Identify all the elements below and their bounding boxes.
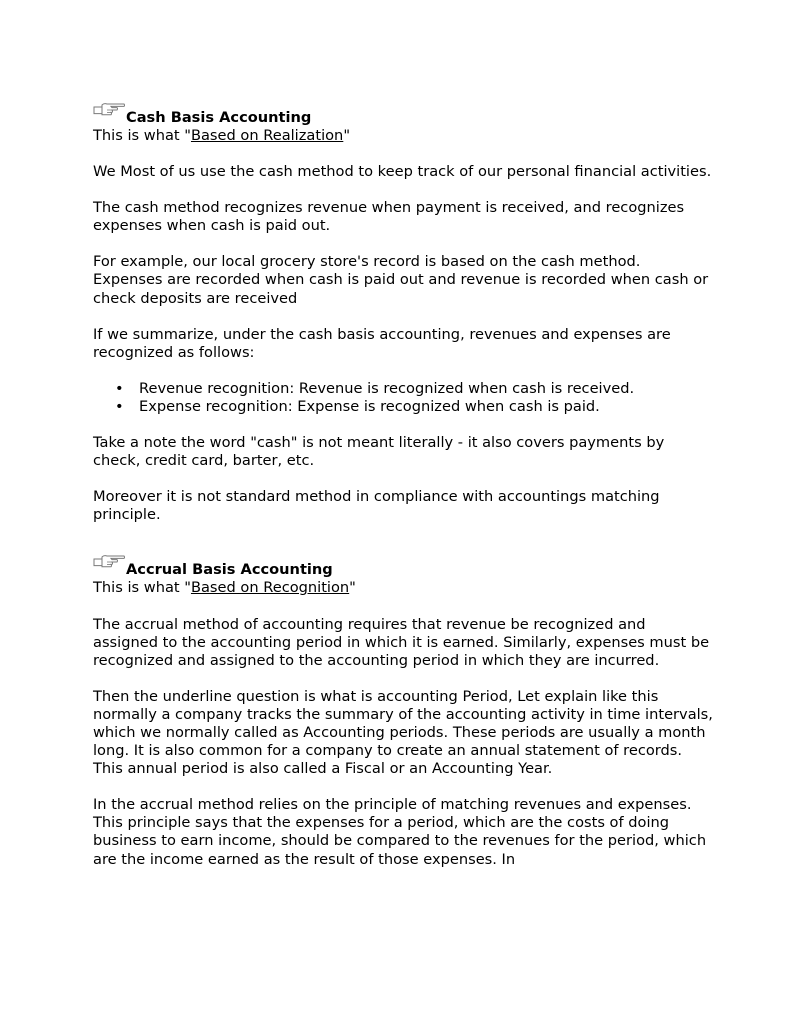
paragraph: The cash method recognizes revenue when payment is received, and recognizes expenses when cash is paid out. — [93, 199, 685, 235]
page-title: Cash Basis Accounting — [126, 109, 312, 126]
accrual-basis-intro — [93, 579, 713, 597]
recognition-list — [93, 380, 713, 416]
list-item — [115, 397, 713, 416]
based-on-recognition-link[interactable]: Based on Recognition — [190, 579, 350, 597]
intro-prefix: This is what " — [93, 579, 191, 597]
paragraph: If we summarize, under the cash basis accounting, revenues and expenses are recognized as follows: — [93, 325, 671, 361]
document-body — [93, 98, 713, 887]
section-title: Accrual Basis Accounting — [126, 561, 333, 579]
cash-basis-heading — [93, 98, 713, 127]
paragraph: In the accrual method relies on the principle of matching revenues and expenses. This principle says that the expenses for a period, which are the costs of doing business to earn income, should be compared to the revenues for the period, which are the income earned as the result of those expenses. In — [93, 796, 707, 868]
bullet-icon: • — [115, 379, 124, 397]
cash-basis-intro — [93, 127, 713, 145]
intro-suffix: " — [349, 579, 356, 597]
paragraph: Then the underline question is what is accounting Period, Let explain like this normally a company tracks the summary of the accounting activity in time intervals, which we normally called as Accounting periods. These periods are usually a month long. It is also common for a company to create an annual statement of records. This annual period is also called a Fiscal or an Accounting Year. — [93, 687, 713, 778]
accrual-basis-heading — [93, 550, 713, 579]
list-item-text: Expense recognition: Expense is recognized when cash is paid. — [139, 397, 600, 415]
paragraph: Take a note the word "cash" is not meant literally - it also covers payments by check, credit card, barter, etc. — [93, 434, 665, 470]
paragraph: For example, our local grocery store's record is based on the cash method. Expenses are recorded when cash is paid out and revenue is recorded when cash or check deposits are received — [93, 253, 709, 307]
list-item — [115, 379, 713, 398]
paragraph: We Most of us use the cash method to keep track of our personal financial activities. — [93, 163, 712, 181]
intro-prefix: This is what " — [93, 127, 191, 144]
bullet-icon: • — [115, 397, 124, 415]
based-on-realization-link[interactable]: Based on Realization — [190, 127, 344, 144]
intro-suffix: " — [343, 127, 351, 144]
paragraph: Moreover it is not standard method in compliance with accountings matching principle. — [93, 488, 660, 524]
pointing-hand-icon — [93, 102, 125, 116]
section-divider-space — [93, 542, 713, 550]
pointing-hand-icon — [93, 554, 125, 568]
list-item-text: Revenue recognition: Revenue is recognized when cash is received. — [139, 379, 635, 397]
paragraph: The accrual method of accounting requires that revenue be recognized and assigned to the accounting period in which it is earned. Similarly, expenses must be recognized and assigned to the accounting period in which they are incurred. — [93, 615, 710, 669]
